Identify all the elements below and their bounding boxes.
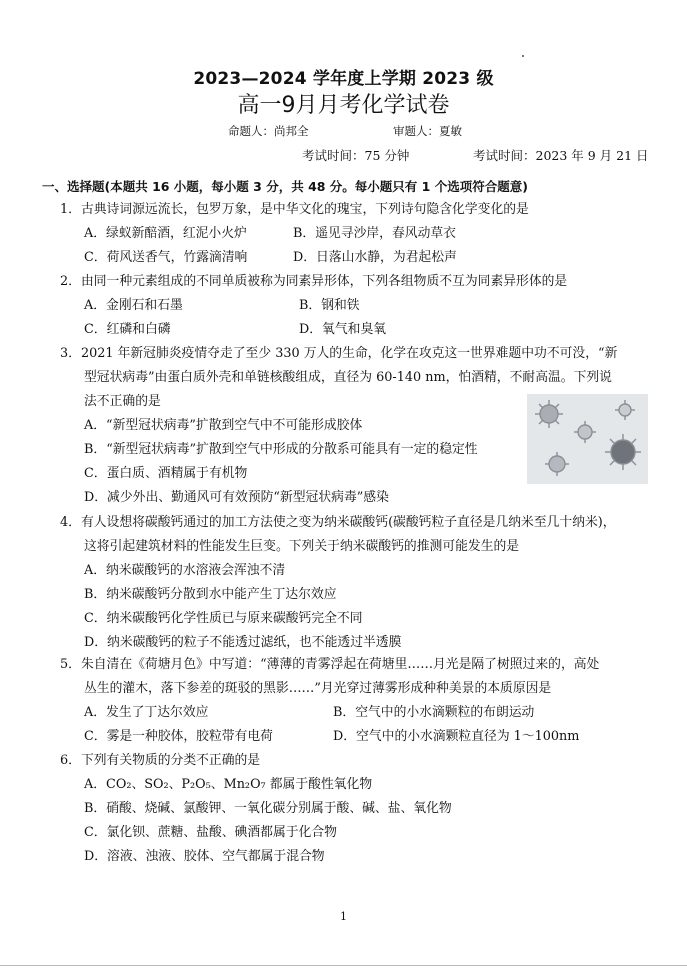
q1-option-a: A．绿蚁新醅酒，红泥小火炉 [84,226,247,241]
q5-option-a: A．发生了丁达尔效应 [84,705,209,720]
q6-option-d: D．溶液、浊液、胶体、空气都属于混合物 [84,849,325,864]
q6-option-a: A．CO₂、SO₂、P₂O₅、Mn₂O₇ 都属于酸性氧化物 [84,777,373,792]
q2-option-a: A．金刚石和石墨 [84,298,183,313]
q3-option-b: B．“新型冠状病毒”扩散到空气中形成的分散系可能具有一定的稳定性 [84,442,478,457]
scan-speck [522,55,524,57]
q2-option-c: C．红磷和白磷 [84,322,171,337]
exam-title-line1: 2023—2024 学年度上学期 2023 级 [193,69,494,89]
exam-duration: 考试时间：75 分钟 [302,148,410,163]
q6-option-c: C．氯化钡、蔗糖、盐酸、碘酒都属于化合物 [84,825,337,840]
q3-stem-line1: 3．2021 年新冠肺炎疫情夺走了至少 330 万人的生命，化学在攻克这一世界难题中功不可没，“新 [60,346,618,361]
q1-stem: 1．古典诗词源远流长，包罗万象，是中华文化的瑰宝，下列诗句隐含化学变化的是 [60,202,529,217]
q5-stem-line1: 5．朱自清在《荷塘月色》中写道：“薄薄的青雾浮起在荷塘里……月光是隔了树照过来的，高处 [60,657,600,672]
q2-option-d: D．氧气和臭氧 [299,322,387,337]
section-heading: 一、选择题(本题共 16 小题，每小题 3 分，共 48 分。每小题只有 1 个选项符合题意) [42,179,528,194]
q1-option-b: B．遥见寻沙岸，春风动草衣 [293,226,456,241]
q4-stem-line1: 4．有人设想将碳酸钙通过的加工方法使之变为纳米碳酸钙(碳酸钙粒子直径是几纳米至几十纳米)， [60,515,616,530]
q5-option-b: B．空气中的小水滴颗粒的布朗运动 [333,705,535,720]
q2-option-b: B．钢和铁 [299,298,360,313]
q4-option-c: C．纳米碳酸钙化学性质已与原来碳酸钙完全不同 [84,611,363,626]
q3-stem-line2: 型冠状病毒”由蛋白质外壳和单链核酸组成，直径为 60-140 nm，怕酒精，不耐高温。下列说 [84,370,612,385]
q1-option-c: C．荷风送香气，竹露滴清响 [84,250,248,265]
page-bottom-divider [0,965,687,966]
page-number: 1 [340,910,347,923]
reviewer: 审题人：夏敏 [393,124,462,138]
virus-illustration [527,394,648,484]
setter: 命题人：尚邦全 [228,124,309,138]
q6-stem: 6．下列有关物质的分类不正确的是 [60,753,261,768]
exam-title-line2: 高一9月月考化学试卷 [237,93,450,118]
q5-stem-line2: 丛生的灌木，落下参差的斑驳的黑影……”月光穿过薄雾形成种种美景的本质原因是 [84,681,552,696]
q5-option-c: C．雾是一种胶体，胶粒带有电荷 [84,729,273,744]
q4-option-d: D．纳米碳酸钙的粒子不能透过滤纸，也不能透过半透膜 [84,635,402,650]
q3-option-a: A．“新型冠状病毒”扩散到空气中不可能形成胶体 [84,418,363,433]
q4-option-a: A．纳米碳酸钙的水溶液会浑浊不清 [84,563,286,578]
q1-option-d: D．日落山水静，为君起松声 [293,250,457,265]
q4-option-b: B．纳米碳酸钙分散到水中能产生丁达尔效应 [84,587,337,602]
virus-image [527,394,648,484]
q2-stem: 2．由同一种元素组成的不同单质被称为同素异形体，下列各组物质不互为同素异形体的是 [60,274,568,289]
exam-date: 考试时间：2023 年 9 月 21 日 [473,148,649,163]
q4-stem-line2: 这将引起建筑材料的性能发生巨变。下列关于纳米碳酸钙的推测可能发生的是 [84,539,520,554]
q3-option-d: D．减少外出、勤通风可有效预防“新型冠状病毒”感染 [84,490,389,505]
q3-option-c: C．蛋白质、酒精属于有机物 [84,466,248,481]
q5-option-d: D．空气中的小水滴颗粒直径为 1～100nm [333,729,580,744]
q3-stem-line3: 法不正确的是 [84,394,161,409]
q6-option-b: B．硝酸、烧碱、氯酸钾、一氧化碳分别属于酸、碱、盐、氧化物 [84,801,452,816]
